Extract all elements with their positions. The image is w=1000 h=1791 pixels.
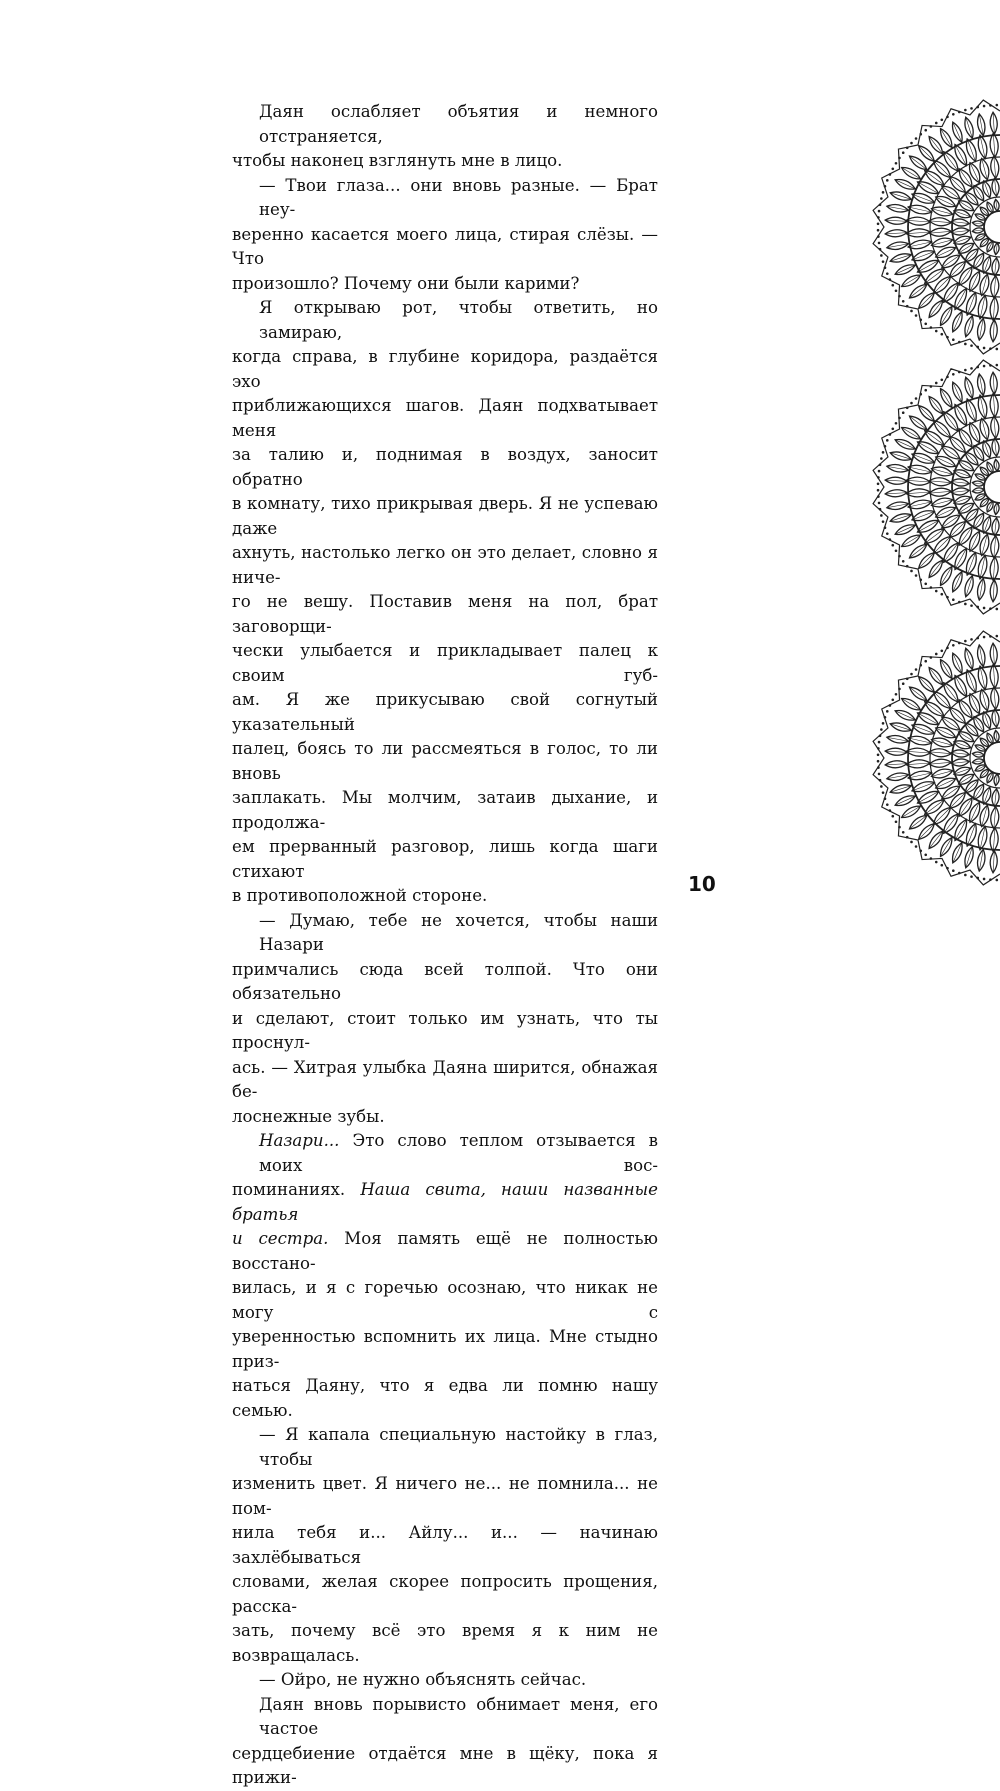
text-line: когда справа, в глубине коридора, раздаётся эхо	[232, 347, 658, 391]
text-line: Назари... Это слово теплом отзывается в моих вос-	[259, 1131, 658, 1175]
text-line: веренно касается моего лица, стирая слёзы. — Что	[232, 224, 658, 268]
body-text	[232, 100, 658, 1791]
text-line: в противоположной стороне.	[232, 886, 488, 905]
text-line: нила тебя и... Айлу... и... — начинаю захлёбываться	[232, 1523, 658, 1567]
text-line: Я открываю рот, чтобы ответить, но замираю,	[259, 298, 658, 342]
text-line: — Я капала специальную настойку в глаз, чтобы	[259, 1425, 658, 1469]
text-line: Даян ослабляет объятия и немного отстраняется,	[259, 102, 658, 146]
text-line: лоснежные зубы.	[232, 1106, 385, 1126]
text-line: изменить цвет. Я ничего не... не помнила... не пом-	[232, 1474, 658, 1518]
mandala-bottom-icon	[870, 628, 1000, 893]
text-line: за талию и, поднимая в воздух, заносит обратно	[232, 445, 658, 489]
text-line: примчались сюда всей толпой. Что они обязательно	[232, 959, 658, 1003]
text-line: произошло? Почему они были карими?	[232, 273, 580, 293]
text-line: словами, желая скорее попросить прощения, расска-	[232, 1572, 658, 1616]
text-line: зать, почему всё это время я к ним не возвращалась.	[232, 1621, 658, 1665]
text-line: палец, боясь то ли рассмеяться в голос, то ли вновь	[232, 739, 658, 783]
mandala-top-icon	[870, 92, 1000, 367]
text-line: заплакать. Мы молчим, затаив дыхание, и продолжа-	[232, 788, 658, 832]
text-line: в комнату, тихо прикрывая дверь. Я не успеваю даже	[232, 494, 658, 538]
text-line: и сделают, стоит только им узнать, что ты проснул-	[232, 1008, 658, 1052]
text-line: вилась, и я с горечью осознаю, что никак не могу с	[232, 1278, 658, 1322]
text-line: Даян вновь порывисто обнимает меня, его частое	[259, 1694, 658, 1738]
mandala-middle-icon	[870, 352, 1000, 627]
text-line: приближающихся шагов. Даян подхватывает меня	[232, 396, 658, 440]
text-line: чески улыбается и прикладывает палец к своим губ-	[232, 641, 658, 685]
text-line: ась. — Хитрая улыбка Даяна ширится, обнажая бе-	[232, 1057, 658, 1101]
page-number: 10	[688, 872, 716, 896]
text-line: чтобы наконец взглянуть мне в лицо.	[232, 151, 563, 170]
text-line: уверенностью вспомнить их лица. Мне стыдно приз-	[232, 1327, 658, 1371]
text-line: поминаниях. Наша свита, наши названные братья	[232, 1180, 658, 1224]
text-line: ем прерванный разговор, лишь когда шаги стихают	[232, 837, 658, 881]
text-line: — Думаю, тебе не хочется, чтобы наши Назари	[259, 910, 658, 954]
text-line: го не вешу. Поставив меня на пол, брат заговорщи-	[232, 592, 658, 636]
text-line: — Ойро, не нужно объяснять сейчас.	[259, 1670, 587, 1689]
text-line: ам. Я же прикусываю свой согнутый указательный	[232, 690, 658, 734]
text-line: сердцебиение отдаётся мне в щёку, пока я прижи-	[232, 1743, 658, 1787]
text-line: ахнуть, настолько легко он это делает, словно я ниче-	[232, 543, 658, 587]
text-line: — Твои глаза... они вновь разные. — Брат неу-	[259, 175, 658, 219]
text-line: наться Даяну, что я едва ли помню нашу семью.	[232, 1376, 658, 1420]
text-line: и сестра. Моя память ещё не полностью восстано-	[232, 1229, 658, 1273]
